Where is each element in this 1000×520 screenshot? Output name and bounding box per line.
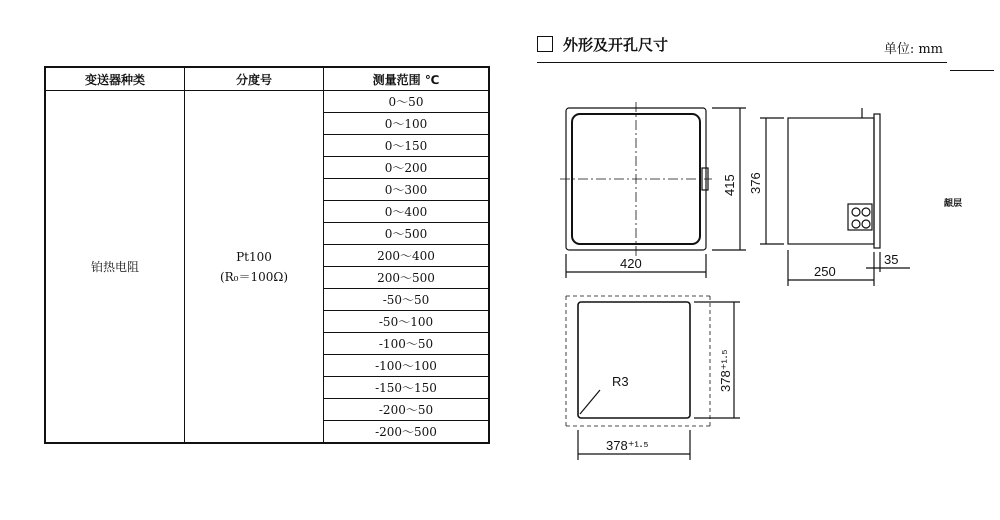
cell-range: -50～100	[324, 311, 490, 333]
dim-height-label: 415	[722, 174, 737, 196]
cell-range: -50～50	[324, 289, 490, 311]
cell-range: 0～400	[324, 201, 490, 223]
col-header-range: 测量范围 ℃	[324, 67, 490, 91]
side-view-body	[788, 118, 874, 244]
index-line2: (R₀＝100Ω)	[219, 269, 289, 284]
cell-range: 0～50	[324, 91, 490, 113]
cell-range: 0～300	[324, 179, 490, 201]
index-line1: Pt100	[236, 249, 272, 264]
cutout-radius-label: R3	[612, 374, 629, 389]
cell-range: 0～100	[324, 113, 490, 135]
dim-flange-label: 35	[884, 252, 899, 267]
cell-range: -100～100	[324, 355, 490, 377]
col-header-type: 变送器种类	[45, 67, 185, 91]
cutout-outline	[578, 302, 690, 418]
dim-width-label: 420	[620, 256, 642, 271]
cell-range: 0～200	[324, 157, 490, 179]
cutout-height-label: 378⁺¹·⁵	[718, 349, 733, 392]
cell-range: 200～500	[324, 267, 490, 289]
cell-range: -150～150	[324, 377, 490, 399]
dim-depth-height-label: 376	[748, 172, 763, 194]
cell-range: -200～50	[324, 399, 490, 421]
cutout-width-label: 378⁺¹·⁵	[606, 438, 649, 453]
section-title: 外形及开孔尺寸	[563, 36, 669, 54]
cell-range: 0～500	[324, 223, 490, 245]
dim-depth-label: 250	[814, 264, 836, 279]
cell-range: 200～400	[324, 245, 490, 267]
unit-label: 单位: mm	[883, 42, 943, 57]
cell-transmitter-type: 铂热电阻	[45, 91, 185, 444]
col-header-index: 分度号	[185, 67, 324, 91]
side-text: 龈层	[944, 199, 963, 209]
cell-range: 0～150	[324, 135, 490, 157]
cell-range: -200～500	[324, 421, 490, 444]
cell-range: -100～50	[324, 333, 490, 355]
